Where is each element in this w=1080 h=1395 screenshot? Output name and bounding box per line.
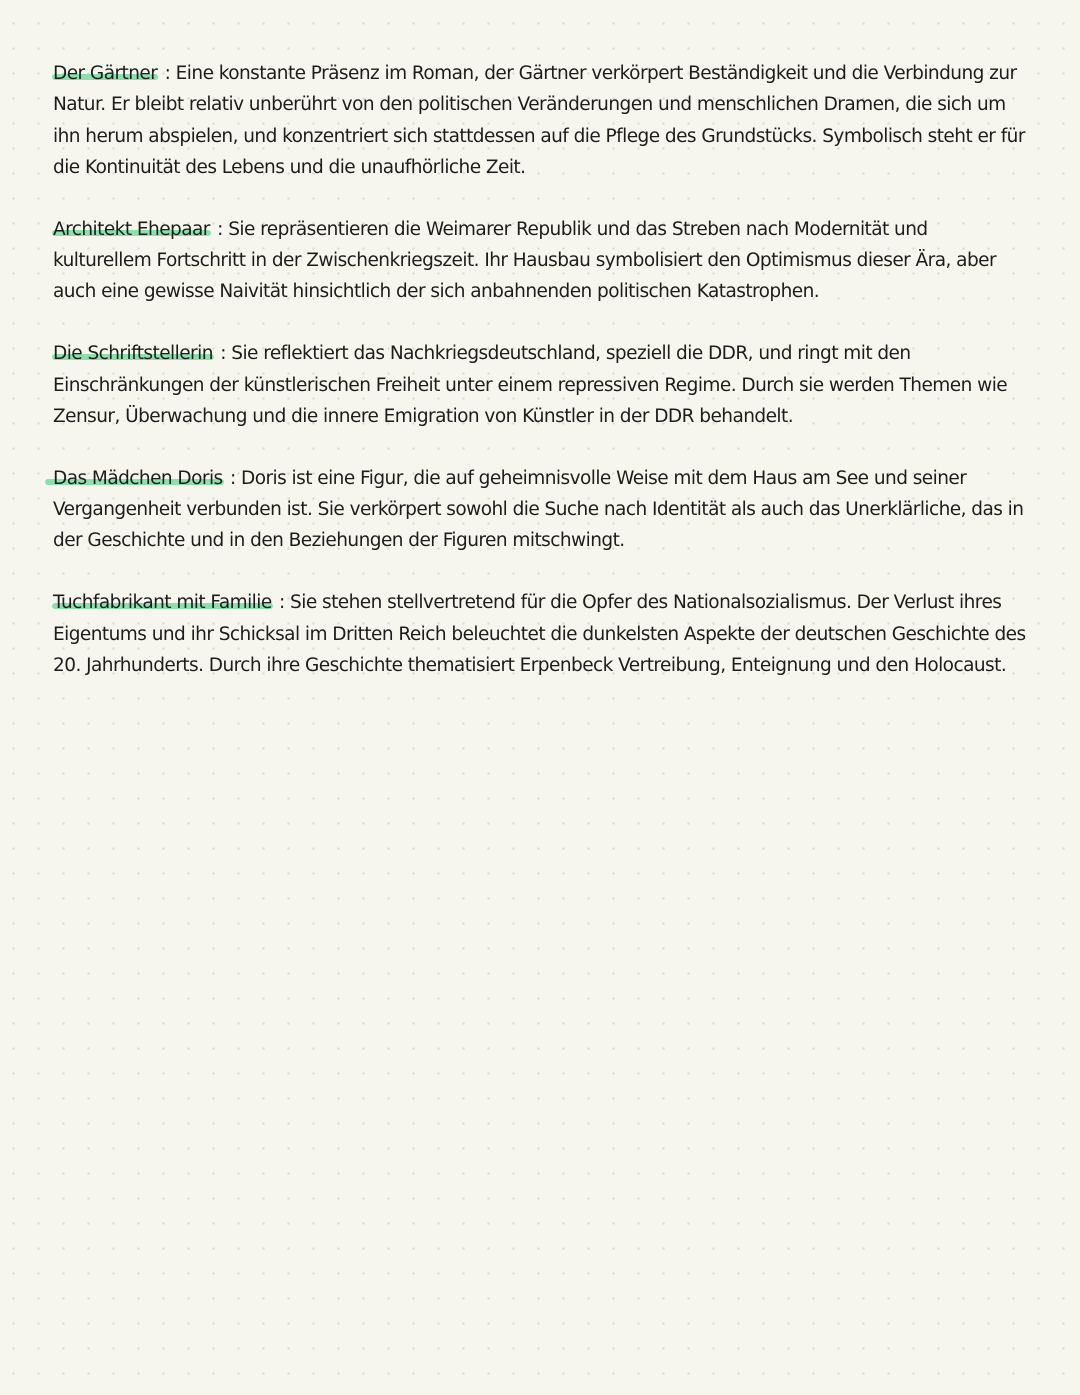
notes-page bbox=[53, 58, 1028, 712]
entry-description: Sie reflektiert das Nachkriegsdeutschland, speziell die DDR, und ringt mit den Einschränkungen der künstlerischen Freiheit unter einem repressiven Regime. Durch sie werden Themen wie Zensur, Überwachung und die innere Emigration von Künstler in der DDR behandelt. bbox=[53, 343, 1008, 427]
highlighted-term: Der Gärtner bbox=[53, 63, 158, 84]
character-entry-doris bbox=[53, 463, 1028, 557]
entry-description: Doris ist eine Figur, die auf geheimnisvolle Weise mit dem Haus am See und seiner Vergangenheit verbunden ist. Sie verkörpert sowohl die Suche nach Identität als auch das Unerklärliche, das in der Geschichte und in den Beziehungen der Figuren mitschwingt. bbox=[53, 467, 1024, 552]
entry-description: Sie stehen stellvertretend für die Opfer des Nationalsozialismus. Der Verlust ihres Eigentums und ihr Schicksal im Dritten Reich beleuchtet die dunkelsten Aspekte der deutschen Geschichte des 20. Jahrhunderts. Durch ihre Geschichte thematisiert Erpenbeck Vertreibung, Enteignung und den Holocaust. bbox=[53, 592, 1026, 676]
character-entry-gaertner bbox=[53, 58, 1028, 183]
highlighted-term: Das Mädchen Doris bbox=[53, 467, 223, 489]
term-separator: : bbox=[224, 467, 241, 489]
highlighted-term: Tuchfabrikant mit Familie bbox=[53, 592, 272, 614]
character-entry-architekt-ehepaar bbox=[53, 214, 1028, 308]
character-entry-schriftstellerin bbox=[53, 338, 1028, 432]
entry-description: Sie repräsentieren die Weimarer Republik und das Streben nach Modernität und kulturellem Fortschritt in der Zwischenkriegszeit. Ihr Hausbau symbolisiert den Optimismus dieser Ära, aber auch eine gewisse Naivität hinsichtlich der sich anbahnenden politischen Katastrophen. bbox=[53, 218, 997, 303]
term-separator: : bbox=[211, 218, 229, 240]
term-separator: : bbox=[214, 343, 232, 365]
highlighted-term: Architekt Ehepaar bbox=[53, 218, 210, 240]
highlighted-term: Die Schriftstellerin bbox=[53, 343, 213, 365]
entry-description: Eine konstante Präsenz im Roman, der Gärtner verkörpert Beständigkeit und die Verbindung zur Natur. Er bleibt relativ unberührt von den politischen Veränderungen und menschlichen Dramen, die sich um ihn herum abspielen, und konzentriert sich stattdessen auf die Pflege des Grundstücks. Symbolisch steht er für die Kontinuität des Lebens und die unaufhörliche Zeit. bbox=[53, 63, 1025, 178]
term-separator: : bbox=[159, 63, 176, 84]
term-separator: : bbox=[273, 592, 291, 614]
character-entry-tuchfabrikant bbox=[53, 587, 1028, 681]
